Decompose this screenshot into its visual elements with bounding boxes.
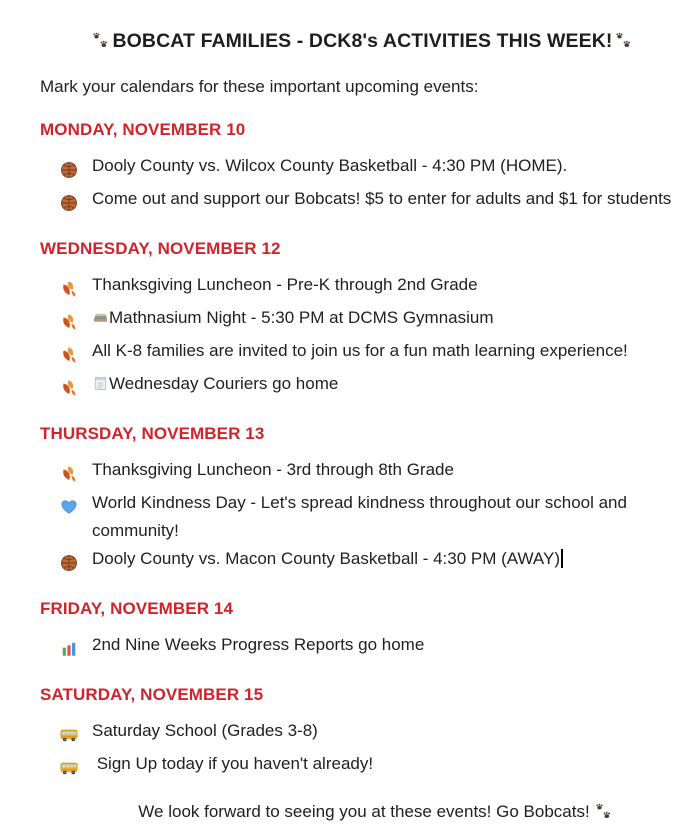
basketball-icon — [60, 161, 78, 179]
event-list — [40, 271, 685, 403]
event-item — [60, 337, 685, 370]
day-heading: MONDAY, NOVEMBER 10 — [40, 120, 246, 139]
paw-prints-icon — [92, 32, 110, 50]
event-item[interactable] — [60, 545, 685, 578]
bar-chart-icon — [60, 640, 78, 658]
paw-prints-icon — [595, 803, 613, 821]
event-item — [60, 631, 685, 664]
fallen-leaf-icon — [60, 346, 78, 364]
event-list — [40, 152, 685, 218]
event-text: Thanksgiving Luncheon - Pre-K through 2nd Grade — [92, 275, 478, 294]
events-sections — [40, 119, 685, 783]
event-list — [40, 631, 685, 664]
notepad-icon — [92, 375, 109, 392]
day-heading: WEDNESDAY, NOVEMBER 12 — [40, 239, 281, 258]
event-item — [60, 304, 685, 337]
event-text: Mathnasium Night - 5:30 PM at DCMS Gymnasium — [109, 308, 494, 327]
page-title — [40, 28, 685, 54]
event-list — [40, 717, 685, 783]
school-bus-icon — [60, 726, 78, 744]
event-item — [60, 271, 685, 304]
fallen-leaf-icon — [60, 313, 78, 331]
event-text: Come out and support our Bobcats! $5 to enter for adults and $1 for students — [92, 189, 672, 208]
event-item — [60, 717, 685, 750]
fallen-leaf-icon — [60, 379, 78, 397]
fallen-leaf-icon — [60, 465, 78, 483]
event-item — [60, 370, 685, 403]
paw-prints-icon — [615, 32, 633, 50]
event-text: Thanksgiving Luncheon - 3rd through 8th Grade — [92, 460, 454, 479]
event-text: 2nd Nine Weeks Progress Reports go home — [92, 635, 425, 654]
event-text: Saturday School (Grades 3-8) — [92, 721, 318, 740]
basketball-icon — [60, 554, 78, 572]
event-item — [60, 489, 685, 545]
day-heading: FRIDAY, NOVEMBER 14 — [40, 599, 234, 618]
day-heading: SATURDAY, NOVEMBER 15 — [40, 685, 264, 704]
event-text: Sign Up today if you haven't already! — [92, 754, 374, 773]
blue-heart-icon — [60, 498, 78, 516]
footer-message: We look forward to seeing you at these events! Go Bobcats! — [138, 802, 590, 821]
event-item — [60, 152, 685, 185]
basketball-icon — [60, 194, 78, 212]
event-item — [60, 750, 685, 783]
event-text: All K-8 families are invited to join us for a fun math learning experience! — [92, 341, 628, 360]
footer-text — [40, 799, 685, 825]
event-list — [40, 456, 685, 578]
intro-text: Mark your calendars for these important upcoming events: — [40, 77, 479, 96]
day-heading: THURSDAY, NOVEMBER 13 — [40, 424, 265, 443]
event-text: Wednesday Couriers go home — [109, 374, 339, 393]
event-text: Dooly County vs. Macon County Basketball - 4:30 PM (AWAY) — [92, 549, 560, 568]
event-item — [60, 456, 685, 489]
event-item — [60, 185, 685, 218]
school-bus-icon — [60, 759, 78, 777]
text-caret — [561, 549, 563, 568]
fallen-leaf-icon — [60, 280, 78, 298]
books-icon — [92, 309, 109, 326]
event-text: World Kindness Day - Let's spread kindness throughout our school and community! — [92, 493, 627, 540]
page-title-text: BOBCAT FAMILIES - DCK8's ACTIVITIES THIS WEEK! — [112, 30, 613, 52]
event-text: Dooly County vs. Wilcox County Basketball - 4:30 PM (HOME). — [92, 156, 568, 175]
